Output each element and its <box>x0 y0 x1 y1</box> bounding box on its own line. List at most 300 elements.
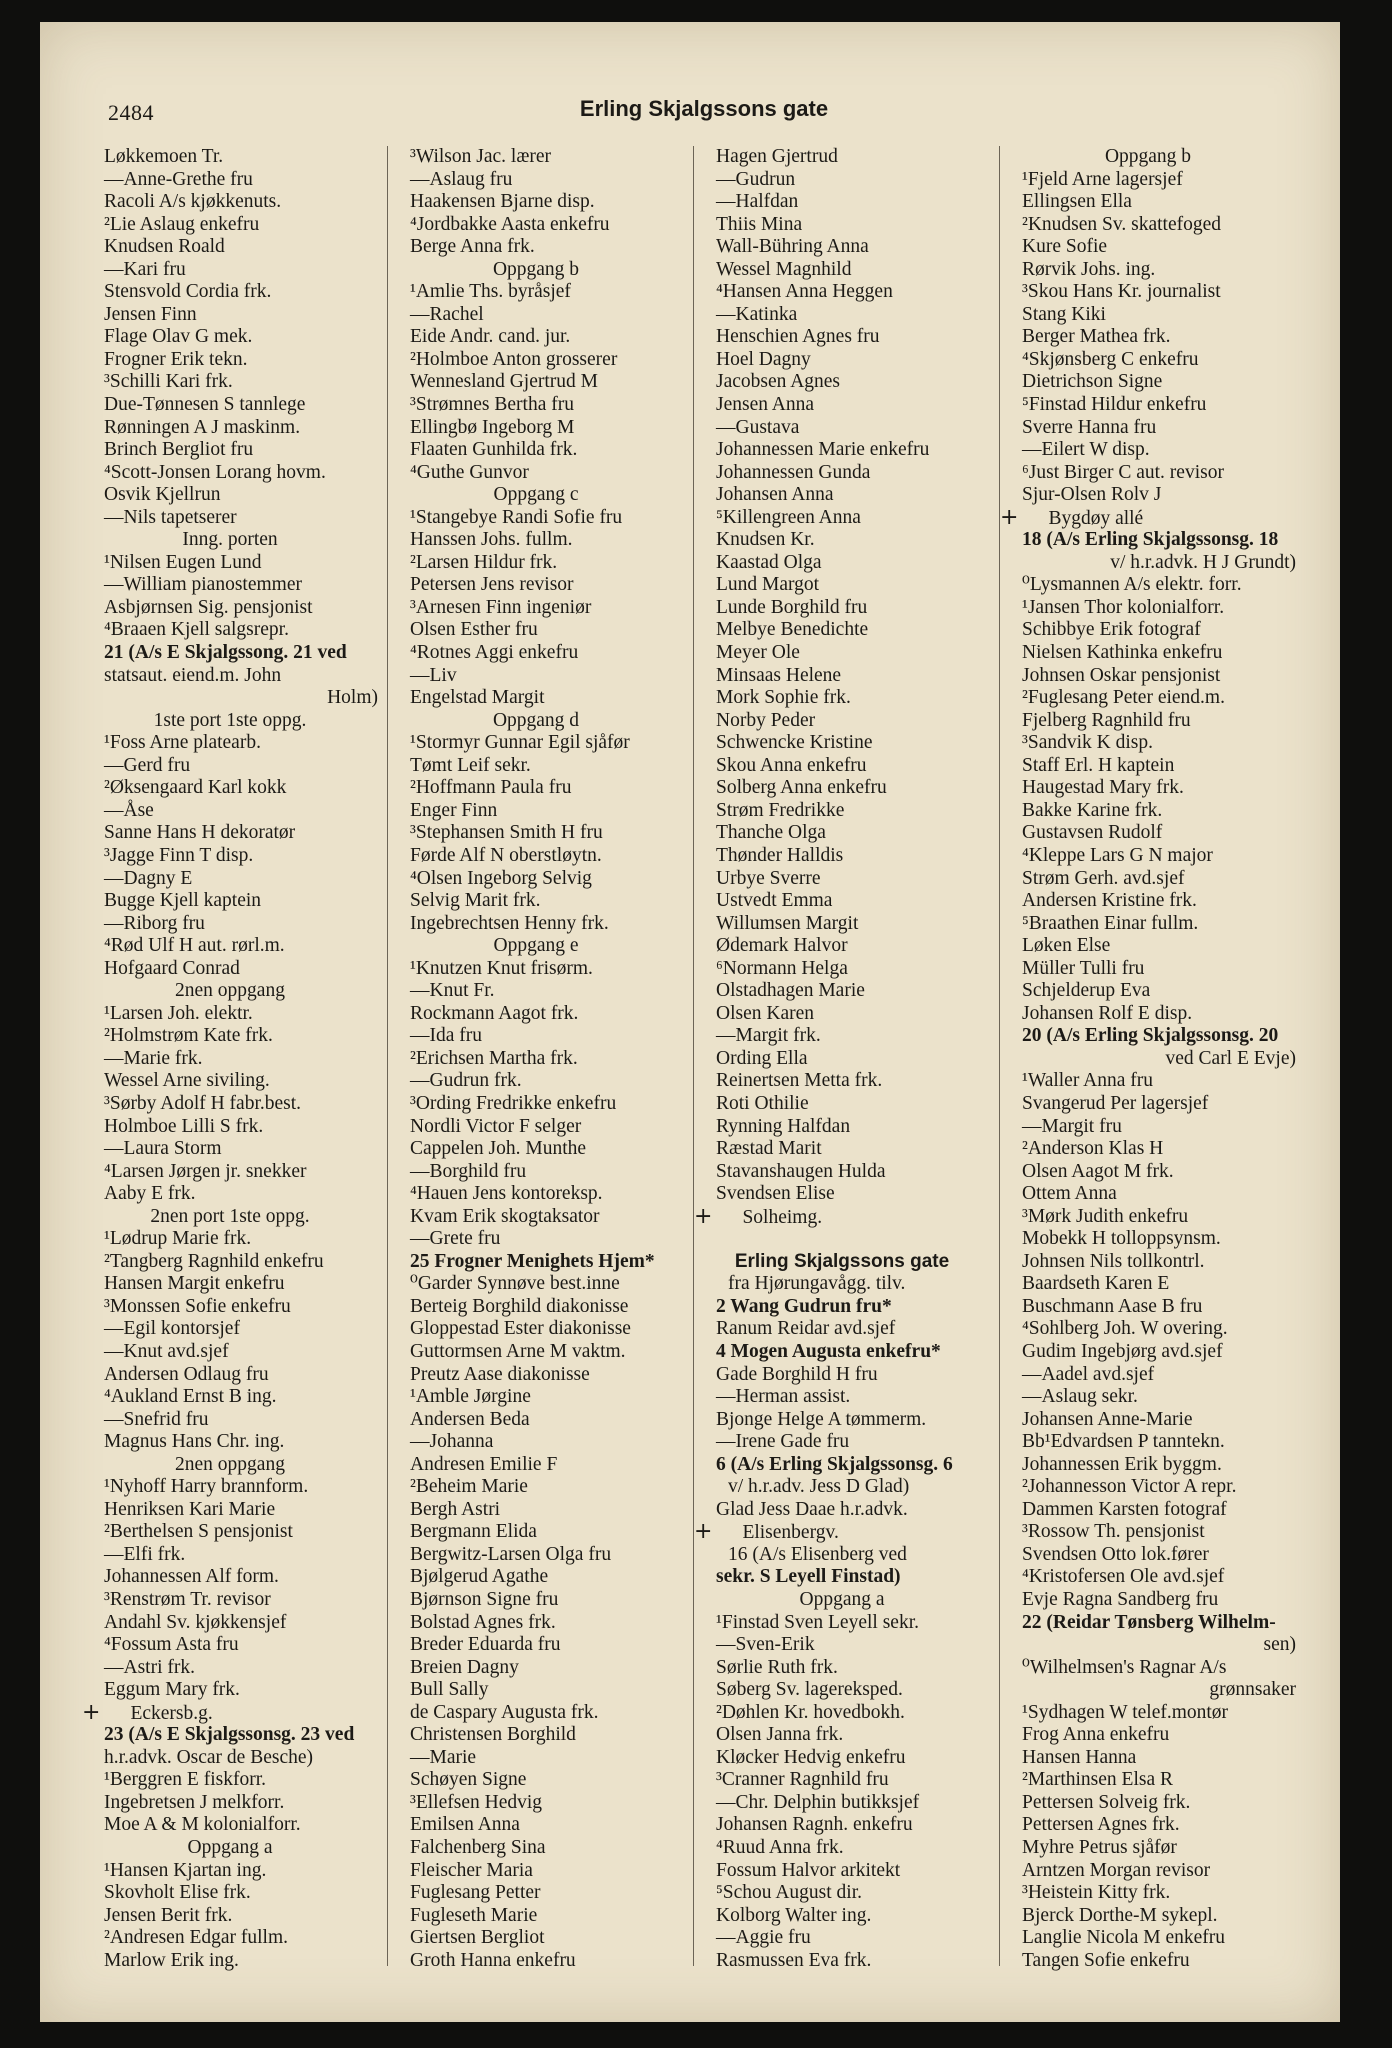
directory-entry: Johansen Rolf E disp. <box>1022 1002 1193 1024</box>
directory-entry: —Laura Storm <box>104 1138 222 1160</box>
directory-entry: —Knut Fr. <box>410 980 495 1002</box>
directory-entry: Svendsen Otto lok.fører <box>1022 1543 1209 1565</box>
directory-entry: Cappelen Joh. Munthe <box>410 1138 587 1160</box>
directory-entry: ²Erichsen Martha frk. <box>410 1047 578 1069</box>
directory-entry: —Margit frk. <box>716 1025 821 1047</box>
house-number-entry: 2 Wang Gudrun fru* <box>716 1295 892 1317</box>
directory-entry: —Sven-Erik <box>716 1634 815 1656</box>
directory-entry: Søberg Sv. lagereksped. <box>716 1679 903 1701</box>
directory-entry: —Snefrid fru <box>104 1408 209 1430</box>
directory-entry: ²Hoffmann Paula fru <box>410 777 572 799</box>
directory-entry: ³Sandvik K disp. <box>1022 732 1153 754</box>
directory-entry: Ødemark Halvor <box>716 935 848 957</box>
directory-entry: ⁴Braaen Kjell salgsrepr. <box>104 619 289 641</box>
stair-heading: Inng. porten <box>182 529 278 551</box>
directory-entry: Schøyen Signe <box>410 1769 527 1791</box>
directory-entry: Andresen Emilie F <box>410 1453 558 1475</box>
directory-entry: Ellingbø Ingeborg M <box>410 416 575 438</box>
directory-entry: Staff Erl. H kaptein <box>1022 754 1175 776</box>
directory-entry <box>694 1228 990 1251</box>
directory-entry: Schibbye Erik fotograf <box>1022 619 1201 641</box>
directory-entry: ¹Sydhagen W telef.montør <box>1022 1701 1229 1723</box>
directory-entry: Emilsen Anna <box>410 1814 520 1836</box>
house-number-entry: 25 Frogner Menighets Hjem* <box>410 1250 655 1272</box>
directory-entry: ¹Waller Anna fru <box>1022 1070 1153 1092</box>
directory-entry: Johansen Ragnh. enkefru <box>716 1814 913 1836</box>
directory-entry: —Chr. Delphin butikksjef <box>716 1791 920 1813</box>
directory-entry: Müller Tulli fru <box>1022 957 1145 979</box>
directory-entry: ⁴Aukland Ernst B ing. <box>104 1386 277 1408</box>
directory-entry: Holmboe Lilli S frk. <box>104 1115 264 1137</box>
directory-entry: Gudim Ingebjørg avd.sjef <box>1022 1340 1223 1362</box>
directory-entry: Stensvold Cordia frk. <box>104 281 272 303</box>
directory-entry: Wall-Bühring Anna <box>716 236 869 258</box>
directory-entry: ²Øksengaard Karl kokk <box>104 777 287 799</box>
directory-entry: ⁶Just Birger C aut. revisor <box>1022 461 1224 483</box>
directory-entry: Knudsen Kr. <box>716 529 815 551</box>
directory-entry: Ottem Anna <box>1022 1183 1117 1205</box>
column-1 <box>82 146 378 1972</box>
directory-entry: Ingebretsen J melkforr. <box>104 1791 285 1813</box>
directory-entry: Hanssen Johs. fullm. <box>410 529 573 551</box>
stair-heading: 1ste port 1ste oppg. <box>153 709 307 731</box>
directory-entry: Holm) <box>327 687 378 709</box>
directory-entry: Norby Peder <box>716 709 816 731</box>
cross-street-line <box>694 1203 990 1229</box>
directory-entry: ¹Knutzen Knut frisørm. <box>410 957 593 979</box>
column-2 <box>388 146 684 1972</box>
directory-entry: —Liv <box>410 664 457 686</box>
directory-entry: Skou Anna enkefru <box>716 754 867 776</box>
directory-entry: ¹Foss Arne platearb. <box>104 732 261 754</box>
directory-entry: Eide Andr. cand. jur. <box>410 326 571 348</box>
directory-entry: ⁴Jordbakke Aasta enkefru <box>410 213 610 235</box>
directory-entry: Berteig Borghild diakonisse <box>410 1295 629 1317</box>
directory-entry: ⁴Fossum Asta fru <box>104 1634 239 1656</box>
directory-entry: Ræstad Marit <box>716 1138 822 1160</box>
house-number-entry: 20 (A/s Erling Skjalgssonsg. 20 <box>1022 1025 1279 1047</box>
directory-entry: Kolborg Walter ing. <box>716 1904 872 1926</box>
directory-entry: Hoel Dagny <box>716 348 811 370</box>
directory-entry: —Aslaug sekr. <box>1022 1386 1138 1408</box>
directory-entry: Osvik Kjellrun <box>104 484 221 506</box>
directory-entry: Schjelderup Eva <box>1022 980 1151 1002</box>
directory-entry: Wennesland Gjertrud M <box>410 371 598 393</box>
column-4 <box>1000 146 1296 1972</box>
directory-entry: —Gustava <box>716 416 800 438</box>
directory-entry: ¹Jansen Thor kolonialforr. <box>1022 596 1225 618</box>
directory-entry: Andersen Beda <box>410 1408 530 1430</box>
directory-entry: ²Berthelsen S pensjonist <box>104 1521 293 1543</box>
directory-entry: ¹Stangebye Randi Sofie fru <box>410 506 623 528</box>
directory-entry: Bjonge Helge A tømmerm. <box>716 1408 927 1430</box>
directory-entry: —Knut avd.sjef <box>104 1340 229 1362</box>
directory-entry: Selvig Marit frk. <box>410 890 541 912</box>
directory-entry: Andahl Sv. kjøkkensjef <box>104 1611 287 1633</box>
directory-entry: Bjerck Dorthe-M sykepl. <box>1022 1904 1218 1926</box>
directory-entry: ⁰Lysmannen A/s elektr. forr. <box>1022 574 1242 596</box>
directory-entry: Andersen Kristine frk. <box>1022 890 1197 912</box>
directory-entry: Jensen Finn <box>104 303 197 325</box>
directory-entry: ⁵Braathen Einar fullm. <box>1022 912 1199 934</box>
cross-street-name: Solheimg. <box>742 1206 823 1228</box>
directory-entry: ¹Amble Jørgine <box>410 1386 531 1408</box>
directory-entry: ²Tangberg Ragnhild enkefru <box>104 1250 324 1272</box>
directory-entry: Rønningen A J maskinm. <box>104 416 301 438</box>
directory-entry: Arntzen Morgan revisor <box>1022 1859 1211 1881</box>
directory-entry: —Riborg fru <box>104 912 205 934</box>
directory-entry: —Anne-Grethe fru <box>104 168 253 190</box>
directory-entry: Bakke Karine frk. <box>1022 799 1163 821</box>
directory-entry: ²Anderson Klas H <box>1022 1138 1164 1160</box>
directory-entry: —Eilert W disp. <box>1022 439 1150 461</box>
directory-entry: —Johanna <box>410 1431 494 1453</box>
directory-entry: Lund Margot <box>716 574 820 596</box>
directory-entry: Frogner Erik tekn. <box>104 348 248 370</box>
directory-entry: ¹Stormyr Gunnar Egil sjåfør <box>410 732 630 754</box>
directory-entry: Rørvik Johs. ing. <box>1022 258 1156 280</box>
directory-entry: ⁴Olsen Ingeborg Selvig <box>410 867 592 889</box>
directory-entry: Johansen Anne-Marie <box>1022 1408 1193 1430</box>
directory-entry: Strøm Gerh. avd.sjef <box>1022 867 1185 889</box>
directory-entry: ³Renstrøm Tr. revisor <box>104 1589 271 1610</box>
directory-entry: ⁴Rød Ulf H aut. rørl.m. <box>104 935 285 957</box>
directory-entry: Pettersen Solveig frk. <box>1022 1791 1191 1813</box>
directory-entry: Racoli A/s kjøkkenuts. <box>104 191 282 213</box>
directory-entry: ³Strømnes Bertha fru <box>410 394 574 416</box>
directory-entry: Stang Kiki <box>1022 303 1106 325</box>
directory-entry: Gustavsen Rudolf <box>1022 822 1163 844</box>
directory-entry: fra Hjørungavågg. tilv. <box>728 1273 906 1295</box>
directory-entry: Magnus Hans Chr. ing. <box>104 1431 285 1453</box>
directory-entry: —Halfdan <box>716 191 799 213</box>
directory-entry: Due-Tønnesen S tannlege <box>104 394 306 416</box>
directory-entry: 16 (A/s Elisenberg ved <box>728 1543 907 1565</box>
directory-entry: Kvam Erik skogtaksator <box>410 1205 600 1227</box>
directory-entry: Urbye Sverre <box>716 867 821 889</box>
directory-entry: Løken Else <box>1022 935 1111 957</box>
directory-entry: Marlow Erik ing. <box>104 1949 239 1971</box>
directory-entry: Roti Othilie <box>716 1092 809 1114</box>
directory-entry: Jensen Berit frk. <box>104 1904 233 1926</box>
directory-entry: ²Døhlen Kr. hovedbokh. <box>716 1701 905 1723</box>
directory-entry: Jensen Anna <box>716 394 815 416</box>
directory-entry: Strøm Fredrikke <box>716 799 845 821</box>
directory-entry: Johnsen Nils tollkontrl. <box>1022 1250 1205 1272</box>
directory-entry: Thiis Mina <box>716 213 803 235</box>
directory-entry: Sørlie Ruth frk. <box>716 1656 838 1678</box>
directory-entry: Sanne Hans H dekoratør <box>104 822 296 844</box>
directory-entry: Enger Finn <box>410 799 498 821</box>
directory-entry: ³Sørby Adolf H fabr.best. <box>104 1092 302 1114</box>
directory-entry: Johannessen Marie enkefru <box>716 439 930 461</box>
directory-entry: Rynning Halfdan <box>716 1115 851 1137</box>
directory-entry: Engelstad Margit <box>410 687 545 709</box>
directory-entry: Brinch Bergliot fru <box>104 439 254 461</box>
directory-entry: Glad Jess Daae h.r.advk. <box>716 1498 908 1520</box>
directory-entry: Johansen Anna <box>716 484 834 506</box>
directory-entry: ⁴Larsen Jørgen jr. snekker <box>104 1160 307 1182</box>
cross-street-name: Elisenbergv. <box>742 1522 839 1544</box>
directory-entry: Fleischer Maria <box>410 1859 533 1881</box>
directory-entry: Bb¹Edvardsen P tanntekn. <box>1022 1431 1225 1453</box>
directory-entry: Flage Olav G mek. <box>104 326 253 348</box>
directory-entry: Rockmann Aagot frk. <box>410 1002 579 1024</box>
directory-page <box>40 22 1340 2022</box>
directory-entry: Stavanshaugen Hulda <box>716 1160 886 1182</box>
directory-entry: Langlie Nicola M enkefru <box>1022 1927 1226 1949</box>
directory-entry: Kure Sofie <box>1022 236 1108 258</box>
cross-street-line <box>82 1699 378 1725</box>
directory-entry: Fugleseth Marie <box>410 1904 538 1926</box>
directory-entry: Christensen Borghild <box>410 1724 576 1746</box>
directory-entry: Kløcker Hedvig enkefru <box>716 1746 906 1768</box>
directory-entry: —Grete fru <box>410 1228 501 1250</box>
directory-entry: Bjørnson Signe fru <box>410 1589 559 1610</box>
directory-entry: ³Arnesen Finn ingeniør <box>410 596 592 618</box>
cross-street-name: Eckersb.g. <box>130 1702 213 1724</box>
directory-entry: Flaaten Gunhilda frk. <box>410 439 578 461</box>
directory-entry: Lunde Borghild fru <box>716 596 868 618</box>
directory-entry: —William pianostemmer <box>104 574 302 596</box>
directory-entry: Frog Anna enkefru <box>1022 1724 1170 1746</box>
directory-entry: Ranum Reidar avd.sjef <box>716 1318 896 1340</box>
directory-entry: Thanche Olga <box>716 822 826 844</box>
directory-entry: Fuglesang Petter <box>410 1882 541 1904</box>
directory-entry: —Astri frk. <box>104 1656 195 1678</box>
house-number-entry: 4 Mogen Augusta enkefru* <box>716 1340 941 1362</box>
directory-entry: ¹Nilsen Eugen Lund <box>104 551 262 573</box>
directory-entry: ³Jagge Finn T disp. <box>104 844 254 866</box>
directory-entry: Asbjørnsen Sig. pensjonist <box>104 596 313 618</box>
directory-entry: ¹Nyhoff Harry brannform. <box>104 1476 309 1498</box>
directory-entry: ²Johannesson Victor A repr. <box>1022 1476 1237 1498</box>
directory-entry: ³Rossow Th. pensjonist <box>1022 1521 1205 1543</box>
directory-entry: Schwencke Kristine <box>716 732 873 754</box>
directory-entry: ⁴Ruud Anna frk. <box>716 1837 844 1859</box>
directory-entry: Breien Dagny <box>410 1656 519 1678</box>
directory-entry: ³Wilson Jac. lærer <box>410 146 551 167</box>
directory-entry: —Kari fru <box>104 258 186 280</box>
directory-entry: grønnsaker <box>1209 1679 1296 1701</box>
directory-entry: ⁴Skjønsberg C enkefru <box>1022 348 1199 370</box>
directory-entry: ²Larsen Hildur frk. <box>410 551 558 573</box>
directory-entry: ⁴Kleppe Lars G N major <box>1022 844 1213 866</box>
directory-entry: ¹Larsen Joh. elektr. <box>104 1002 253 1024</box>
directory-entry: ¹Fjeld Arne lagersjef <box>1022 168 1183 190</box>
stair-heading: Oppgang e <box>493 935 579 957</box>
directory-entry: Johannessen Erik byggm. <box>1022 1453 1222 1475</box>
directory-entry: Wessel Magnhild <box>716 258 852 280</box>
directory-entry: Buschmann Aase B fru <box>1022 1295 1203 1317</box>
cross-icon: + <box>1000 504 1019 530</box>
directory-entry: Bergmann Elida <box>410 1521 537 1543</box>
directory-entry: Bergh Astri <box>410 1498 501 1520</box>
house-number-entry: 6 (A/s Erling Skjalgssonsg. 6 <box>716 1453 953 1475</box>
directory-entry: Bolstad Agnes frk. <box>410 1611 556 1633</box>
directory-entry: Tømt Leif sekr. <box>410 754 531 776</box>
directory-entry: ¹Hansen Kjartan ing. <box>104 1859 267 1881</box>
directory-entry: ¹Lødrup Marie frk. <box>104 1228 252 1250</box>
directory-entry: ²Lie Aslaug enkefru <box>104 213 260 235</box>
directory-entry: ⁰Wilhelmsen's Ragnar A/s <box>1022 1656 1227 1678</box>
directory-entry: Wessel Arne siviling. <box>104 1070 270 1092</box>
directory-entry: ²Knudsen Sv. skattefoged <box>1022 213 1222 235</box>
stair-heading: Oppgang c <box>493 484 579 506</box>
house-number-entry: 21 (A/s E Skjalgssong. 21 ved <box>104 642 347 664</box>
directory-entry: ³Schilli Kari frk. <box>104 371 233 393</box>
directory-entry: —Åse <box>104 799 154 821</box>
house-number-entry: 18 (A/s Erling Skjalgssonsg. 18 <box>1022 529 1279 551</box>
directory-entry: Svangerud Per lagersjef <box>1022 1092 1209 1114</box>
directory-entry: Petersen Jens revisor <box>410 574 574 596</box>
stair-heading: 2nen oppgang <box>175 980 285 1002</box>
directory-entry: Willumsen Margit <box>716 912 859 934</box>
directory-entry: Groth Hanna enkefru <box>410 1949 576 1971</box>
directory-entry: —Dagny E <box>104 867 193 889</box>
directory-entry: Førde Alf N oberstløytn. <box>410 844 602 866</box>
directory-entry: Giertsen Bergliot <box>410 1927 545 1949</box>
directory-entry: ⁴Scott-Jonsen Lorang hovm. <box>104 461 326 483</box>
directory-entry: Andersen Odlaug fru <box>104 1363 269 1385</box>
directory-entry: —Marie frk. <box>104 1047 203 1069</box>
directory-entry: Mork Sophie frk. <box>716 687 851 709</box>
stair-heading: Oppgang d <box>492 709 580 731</box>
street-heading: Erling Skjalgssons gate <box>734 1250 950 1272</box>
directory-entry: Bull Sally <box>410 1679 489 1701</box>
directory-entry: ⁵Schou August dir. <box>716 1882 863 1904</box>
stair-heading: Oppgang a <box>799 1589 885 1610</box>
cross-icon: + <box>694 1203 713 1229</box>
directory-entry: v/ h.r.adv. Jess D Glad) <box>728 1476 910 1498</box>
directory-entry: —Herman assist. <box>716 1386 851 1408</box>
directory-entry: —Irene Gade fru <box>716 1431 850 1453</box>
directory-entry: —Katinka <box>716 303 798 325</box>
directory-entry: Olsen Janna frk. <box>716 1724 844 1746</box>
directory-entry: Johannessen Gunda <box>716 461 871 483</box>
directory-entry: Hofgaard Conrad <box>104 957 240 979</box>
page-number: 2484 <box>108 100 154 125</box>
directory-entry: Henschien Agnes fru <box>716 326 880 348</box>
directory-entry: Jacobsen Agnes <box>716 371 841 393</box>
directory-entry: Ingebrechtsen Henny frk. <box>410 912 609 934</box>
directory-entry: ⁴Hauen Jens kontoreksp. <box>410 1183 603 1205</box>
directory-entry: Melbye Benedichte <box>716 619 869 641</box>
directory-entry: Haugestad Mary frk. <box>1022 777 1184 799</box>
directory-entry: Olsen Esther fru <box>410 619 538 641</box>
directory-entry: ¹Finstad Sven Leyell sekr. <box>716 1611 919 1633</box>
directory-entry: ³Cranner Ragnhild fru <box>716 1769 889 1791</box>
directory-entry: —Aggie fru <box>716 1927 811 1949</box>
directory-entry: Gloppestad Ester diakonisse <box>410 1318 631 1340</box>
directory-entry: Skovholt Elise frk. <box>104 1882 251 1904</box>
directory-entry: —Ida fru <box>410 1025 483 1047</box>
directory-entry: Ording Ella <box>716 1047 808 1069</box>
directory-entry: Nielsen Kathinka enkefru <box>1022 642 1223 664</box>
directory-entry: ⁴Sohlberg Joh. W overing. <box>1022 1318 1228 1340</box>
directory-entry: Ustvedt Emma <box>716 890 833 912</box>
directory-entry: —Gudrun frk. <box>410 1070 522 1092</box>
directory-entry: Bergwitz-Larsen Olga fru <box>410 1543 612 1565</box>
directory-entry: ⁴Guthe Gunvor <box>410 461 529 483</box>
directory-entry: sen) <box>1263 1634 1296 1656</box>
directory-entry: ⁴Kristofersen Ole avd.sjef <box>1022 1566 1225 1588</box>
directory-entry: —Aadel avd.sjef <box>1022 1363 1155 1385</box>
house-number-entry: 22 (Reidar Tønsberg Wilhelm- <box>1022 1611 1276 1633</box>
directory-entry: Baardseth Karen E <box>1022 1273 1170 1295</box>
directory-entry: Knudsen Roald <box>104 236 225 258</box>
cross-street-name: Bygdøy allé <box>1048 507 1144 529</box>
directory-entry: —Margit fru <box>1022 1115 1122 1137</box>
directory-entry: ³Skou Hans Kr. journalist <box>1022 281 1221 303</box>
cross-icon: + <box>82 1699 101 1725</box>
directory-entry: Meyer Ole <box>716 642 800 664</box>
directory-entry: —Borghild fru <box>410 1160 527 1182</box>
directory-entry: —Elfi frk. <box>104 1543 186 1565</box>
directory-entry: ²Holmboe Anton grosserer <box>410 348 618 370</box>
directory-entry: ²Marthinsen Elsa R <box>1022 1769 1173 1791</box>
directory-entry: ³Heistein Kitty frk. <box>1022 1882 1171 1904</box>
directory-entry: —Marie <box>410 1746 477 1768</box>
directory-entry: —Gudrun <box>716 168 796 190</box>
running-title: Erling Skjalgssons gate <box>579 96 829 121</box>
directory-entry: Gade Borghild H fru <box>716 1363 878 1385</box>
directory-entry: Olsen Karen <box>716 1002 815 1024</box>
directory-entry: Berger Mathea frk. <box>1022 326 1171 348</box>
house-number-entry: 23 (A/s E Skjalgssonsg. 23 ved <box>104 1724 355 1746</box>
directory-entry: Hansen Margit enkefru <box>104 1273 285 1295</box>
directory-entry: ²Holmstrøm Kate frk. <box>104 1025 273 1047</box>
directory-entry: ⁴Rotnes Aggi enkefru <box>410 642 579 664</box>
directory-entry: Sjur-Olsen Rolv J <box>1022 484 1162 506</box>
directory-entry: Olsen Aagot M frk. <box>1022 1160 1174 1182</box>
directory-entry: Falchenberg Sina <box>410 1837 546 1859</box>
directory-entry: Olstadhagen Marie <box>716 980 865 1002</box>
directory-entry: Evje Ragna Sandberg fru <box>1022 1589 1219 1610</box>
directory-entry: Guttormsen Arne M vaktm. <box>410 1340 626 1362</box>
directory-entry: ³Mørk Judith enkefru <box>1022 1205 1189 1227</box>
stair-heading: Oppgang a <box>187 1837 273 1859</box>
directory-entry: Fjelberg Ragnhild fru <box>1022 709 1191 731</box>
directory-entry: Myhre Petrus sjåfør <box>1022 1837 1177 1859</box>
directory-entry: Johannessen Alf form. <box>104 1566 279 1588</box>
directory-entry: Tangen Sofie enkefru <box>1022 1949 1190 1971</box>
directory-entry: Berge Anna frk. <box>410 236 535 258</box>
directory-entry: ³Monssen Sofie enkefru <box>104 1295 291 1317</box>
directory-entry: Breder Eduarda fru <box>410 1634 561 1656</box>
directory-entry: ¹Berggren E fiskforr. <box>104 1769 266 1791</box>
column-3 <box>694 146 990 1972</box>
directory-entry: —Gerd fru <box>104 754 191 776</box>
directory-entry: Henriksen Kari Marie <box>104 1498 276 1520</box>
directory-entry: ⁵Killengreen Anna <box>716 506 861 528</box>
directory-entry: Thønder Halldis <box>716 844 844 866</box>
cross-street-line <box>1000 504 1296 530</box>
directory-entry: de Caspary Augusta frk. <box>410 1701 599 1723</box>
directory-entry: ⁴Hansen Anna Heggen <box>716 281 893 303</box>
directory-entry: Fossum Halvor arkitekt <box>716 1859 901 1881</box>
directory-entry: ⁰Garder Synnøve best.inne <box>410 1273 620 1295</box>
directory-entry: v/ h.r.advk. H J Grundt) <box>1110 551 1296 573</box>
directory-entry: Kaastad Olga <box>716 551 822 573</box>
directory-entry: ²Andresen Edgar fullm. <box>104 1927 289 1949</box>
directory-entry: Haakensen Bjarne disp. <box>410 191 595 213</box>
directory-entry: —Nils tapetserer <box>104 506 237 528</box>
directory-entry: Bjølgerud Agathe <box>410 1566 549 1588</box>
directory-entry: Minsaas Helene <box>716 664 842 686</box>
stair-heading: Oppgang b <box>492 258 580 280</box>
directory-entry: h.r.advk. Oscar de Besche) <box>104 1746 314 1768</box>
